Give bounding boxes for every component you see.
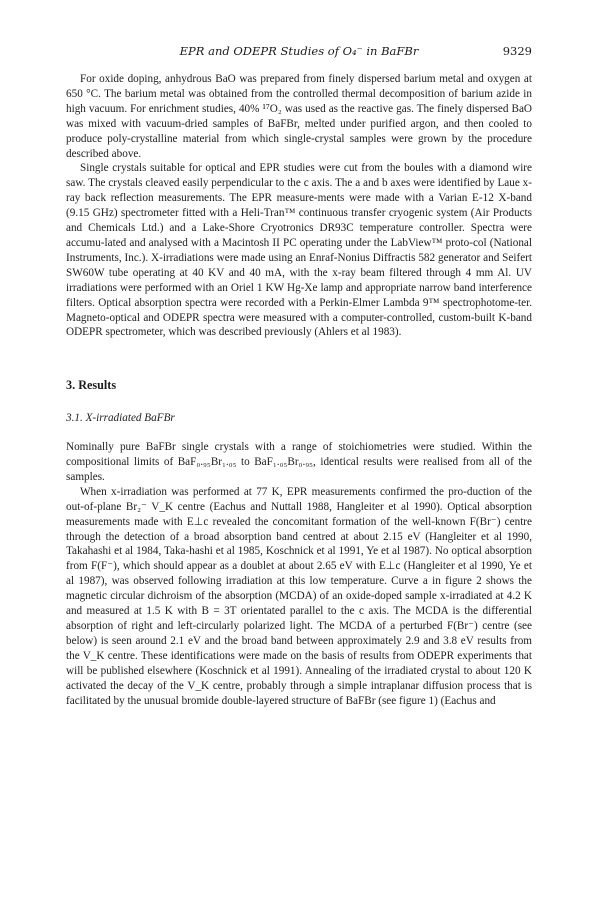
- paragraph-single-crystals: Single crystals suitable for optical and EPR studies were cut from the boules with a diamond wire saw. The crystals cleaved easily perpendicular to the c axis. The a and b axes were identified by Laue x-ray back reflection measurements. The EPR measure-ments were made with a Varian E-12 X-band (9.15 GHz) spectrometer fitted with a Heli-Tran™ continuous transfer cryogenic system (Air Products and Chemicals Ltd.) and a Lake-Shore Cryotronics DR93C temperature controller. Spectra were accumu-lated and analysed with a Macintosh II PC operating under the LabView™ proto-col (National Instruments, Inc.). X-irradiations were made using an Enraf-Nonius Diffractis 582 generator and Seifert SW60W tube operating at 40 KV and 40 mA, with the x-ray beam filtered through 4 mm Al. UV irradiations were performed with an Oriel 1 KW Hg-Xe lamp and appropriate narrow band interference filters. Optical absorption spectra were recorded with a Perkin-Elmer Lambda 9™ spectrophotome-ter. Magneto-optical and ODEPR spectra were measured with a computer-controlled, custom-built K-band ODEPR spectrometer, which was described previously (Ahlers et al 1983).: [66, 162, 532, 339]
- subsection-heading: 3.1. X-irradiated BaFBr: [66, 412, 175, 425]
- paragraph-oxide-doping: For oxide doping, anhydrous BaO was prepared from finely dispersed barium metal and oxygen at 650 °C. The barium metal was obtained from the controlled thermal decomposition of barium azide in high vacuum. For enrichment studies, 40% ¹⁷O₂ was used as the reactive gas. The finely dispersed BaO was mixed with vacuum-dried samples of BaFBr, melted under purified argon, and then cooled to produce poly-crystalline material from which single-crystal samples were grown by the procedure described above.: [66, 73, 532, 160]
- page-body: [66, 72, 532, 708]
- page-number: 9329: [502, 44, 532, 58]
- paragraph-nominally-pure: Nominally pure BaFBr single crystals with a range of stoichiometries were studied. Within the compositional limits of BaF₀.₉₅Br₁.₀₅ to BaF₁.₀₅Br₀.₉₅, identical results were realised from all of the samples.: [66, 441, 532, 483]
- running-header: [66, 44, 532, 60]
- paragraph-x-irradiation: When x-irradiation was performed at 77 K, EPR measurements confirmed the pro-duction of the out-of-plane Br₂⁻ V_K centre (Eachus and Nuttall 1988, Hangleiter et al 1990). Optical absorption measurements made with E⊥c revealed the concomitant formation of the well-known F(Br⁻) centre through the detection of a broad absorption band centred at about 2.15 eV (Hangleiter et al 1990, Takahashi et al 1984, Taka-hashi et al 1985, Koschnick et al 1991, Ye et al 1987). No optical absorption from F(F⁻), which should appear as a doublet at about 2.65 eV with E⊥c (Hangleiter et al 1990, Ye et al 1987), was observed following irradiation at this low temperature. Curve a in figure 2 shows the magnetic circular dichroism of the absorption (MCDA) of an oxide-doped sample x-irradiated at 4.2 K and measured at 1.5 K with B = 3T orientated parallel to the c axis. The MCDA is the differential absorption of right and left-circularly polarized light. The MCDA of a perturbed F(Br⁻) centre (see below) is seen around 2.1 eV and the broad band between approximately 2.9 and 3.8 eV results from the V_K centre. These identifications were made on the basis of results from ODEPR experiments that will be published elsewhere (Koschnick et al 1991). Annealing of the irradiated crystal to about 120 K activated the decay of the V_K centre, probably through a simple intraplanar diffusion process that is facilitated by the unusual bromide double-layered structure of BaFBr (see figure 1) (Eachus and: [66, 485, 532, 707]
- section-heading: 3. Results: [66, 378, 117, 393]
- running-title: EPR and ODEPR Studies of O₄⁻ in BaFBr: [179, 44, 419, 58]
